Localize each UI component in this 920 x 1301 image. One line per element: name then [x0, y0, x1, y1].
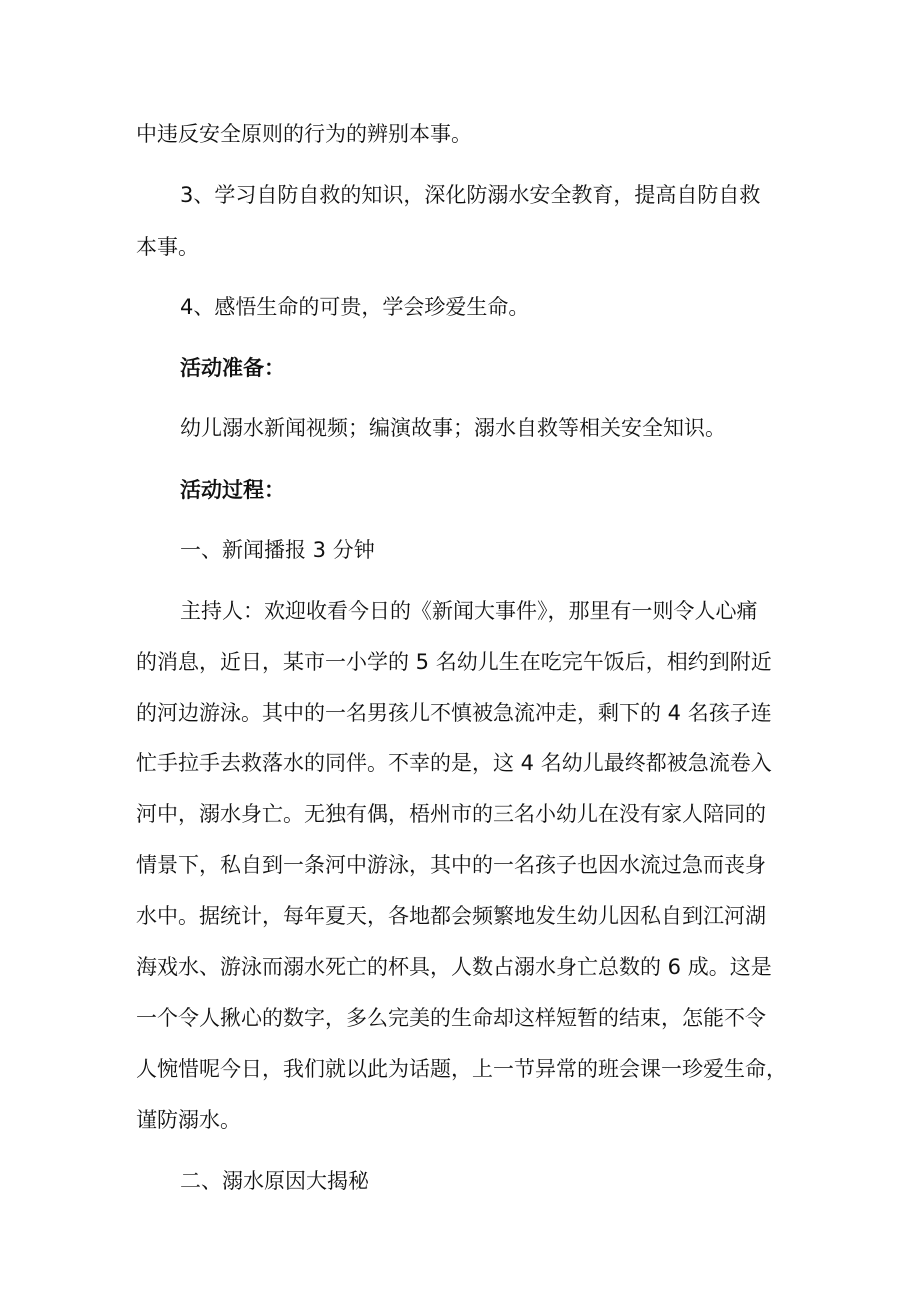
process-heading: 活动过程：: [180, 478, 285, 502]
host-paragraph-line: 的河边游泳。其中的一名男孩儿不慎被急流冲走，剩下的 4 名孩子连: [136, 701, 772, 725]
section-2-title: 二、溺水原因大揭秘: [180, 1169, 369, 1193]
host-paragraph-line: 一个令人揪心的数字，多么完美的生命却这样短暂的结束，怎能不令: [136, 1006, 766, 1030]
preparation-heading: 活动准备：: [180, 356, 285, 380]
host-paragraph-line: 河中，溺水身亡。无独有偶，梧州市的三名小幼儿在没有家人陪同的: [136, 802, 766, 826]
host-paragraph-line: 人惋惜呢今日，我们就以此为话题，上一节异常的班会课一珍爱生命，: [136, 1057, 787, 1081]
section-1-title: 一、新闻播报 3 分钟: [180, 538, 375, 562]
host-paragraph-line: 海戏水、游泳而溺水死亡的杯具，人数占溺水身亡总数的 6 成。这是: [136, 955, 772, 979]
host-paragraph-line: 情景下，私自到一条河中游泳，其中的一名孩子也因水流过急而丧身: [136, 853, 766, 877]
preparation-text: 幼儿溺水新闻视频；编演故事；溺水自救等相关安全知识。: [180, 416, 726, 440]
objective-4: 4、感悟生命的可贵，学会珍爱生命。: [180, 295, 530, 319]
host-paragraph-line: 的消息，近日，某市一小学的 5 名幼儿生在吃完午饭后，相约到附近: [136, 650, 772, 674]
host-paragraph-line: 水中。据统计，每年夏天，各地都会频繁地发生幼儿因私自到江河湖: [136, 904, 766, 928]
host-paragraph-line: 主持人：欢迎收看今日的《新闻大事件》，那里有一则令人心痛: [180, 599, 758, 623]
host-paragraph-line: 谨防溺水。: [136, 1108, 241, 1132]
objective-3-line-2: 本事。: [136, 235, 199, 259]
intro-tail-line: 中违反安全原则的行为的辨别本事。: [136, 122, 472, 146]
host-paragraph-line: 忙手拉手去救落水的同伴。不幸的是，这 4 名幼儿最终都被急流卷入: [136, 751, 772, 775]
objective-3-line-1: 3、学习自防自救的知识，深化防溺水安全教育，提高自防自救: [180, 183, 761, 207]
